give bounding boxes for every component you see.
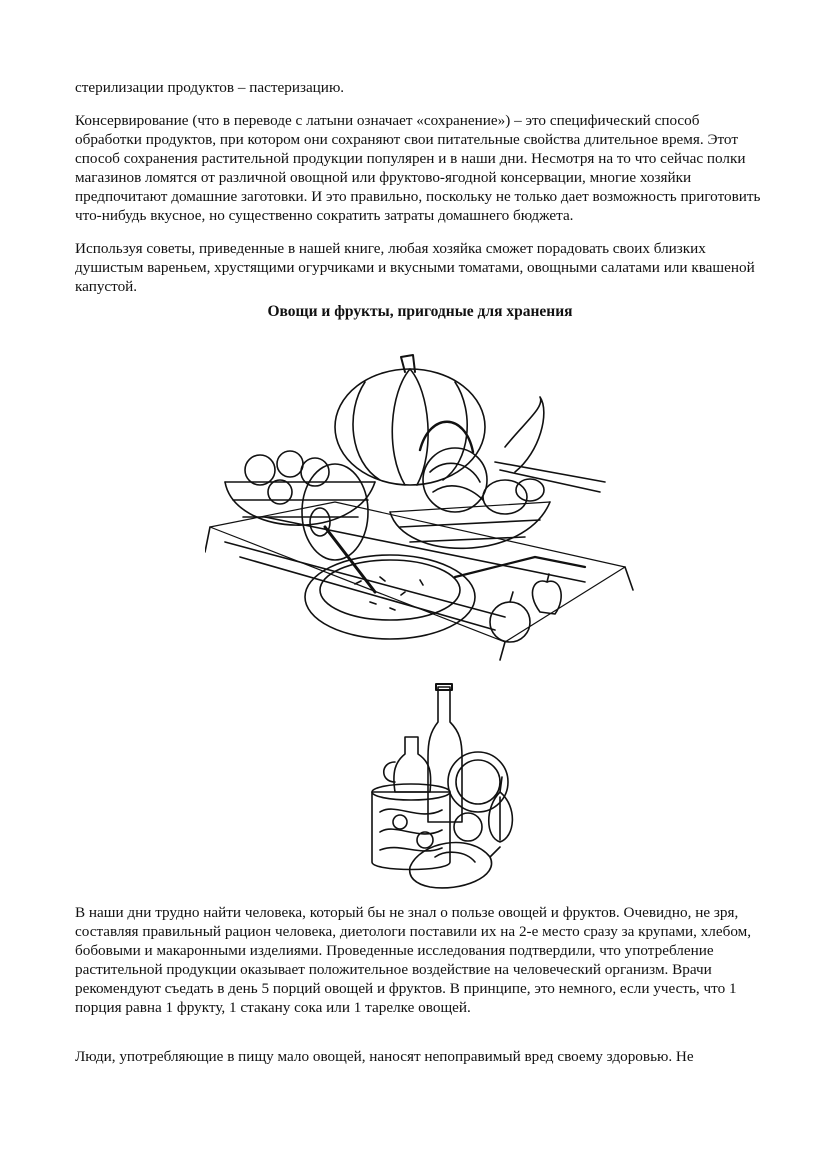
paragraph-4-block: [75, 903, 765, 1017]
still-life-illustration: [205, 352, 635, 662]
jars-illustration: [350, 682, 530, 892]
section-title: Овощи и фрукты, пригодные для хранения: [267, 303, 573, 320]
paragraph-3: Используя советы, приведенные в нашей книге, любая хозяйка сможет порадовать своих близких душистым вареньем, хрустящими огурчиками и вкусными томатами, овощными салатами или квашеной капустой.: [75, 240, 755, 295]
paragraph-2: Консервирование (что в переводе с латыни означает «сохранение») – это специфический способ обработки продуктов, при котором они сохраняют свои питательные свойства длительное время. Этот способ сохранения растительной продукции популярен и в наши дни. Несмотря на то что сейчас полки магазинов ломятся от различной овощной или фруктово-ягодной консервации, многие хозяйки предпочитают домашние заготовки. И это правильно, поскольку не только дает возможность приготовить что-нибудь вкусное, но существенно сократить затраты домашнего бюджета.: [75, 112, 761, 224]
paragraph-1: стерилизации продуктов – пастеризацию.: [75, 79, 345, 96]
paragraph-5-block: [75, 1047, 765, 1066]
paragraph-5: Люди, употребляющие в пищу мало овощей, наносят непоправимый вред своему здоровью. Не: [75, 1048, 694, 1065]
paragraph-4: В наши дни трудно найти человека, который бы не знал о пользе овощей и фруктов. Очевидно, не зря, составляя правильный рацион человека, диетологи поставили их на 2-е место сразу за крупами, хлебом, бобовыми и макаронными изделиями. Проведенные исследования подтвердили, что употребление растительной продукции оказывает положительное воздействие на человеческий организм. Врачи рекомендуют съедать в день 5 порций овощей и фруктов. В принципе, это немного, если учесть, что 1 порция равна 1 фрукту, 1 стакану сока или 1 тарелке овощей.: [75, 904, 752, 1016]
text-column: [75, 78, 765, 327]
